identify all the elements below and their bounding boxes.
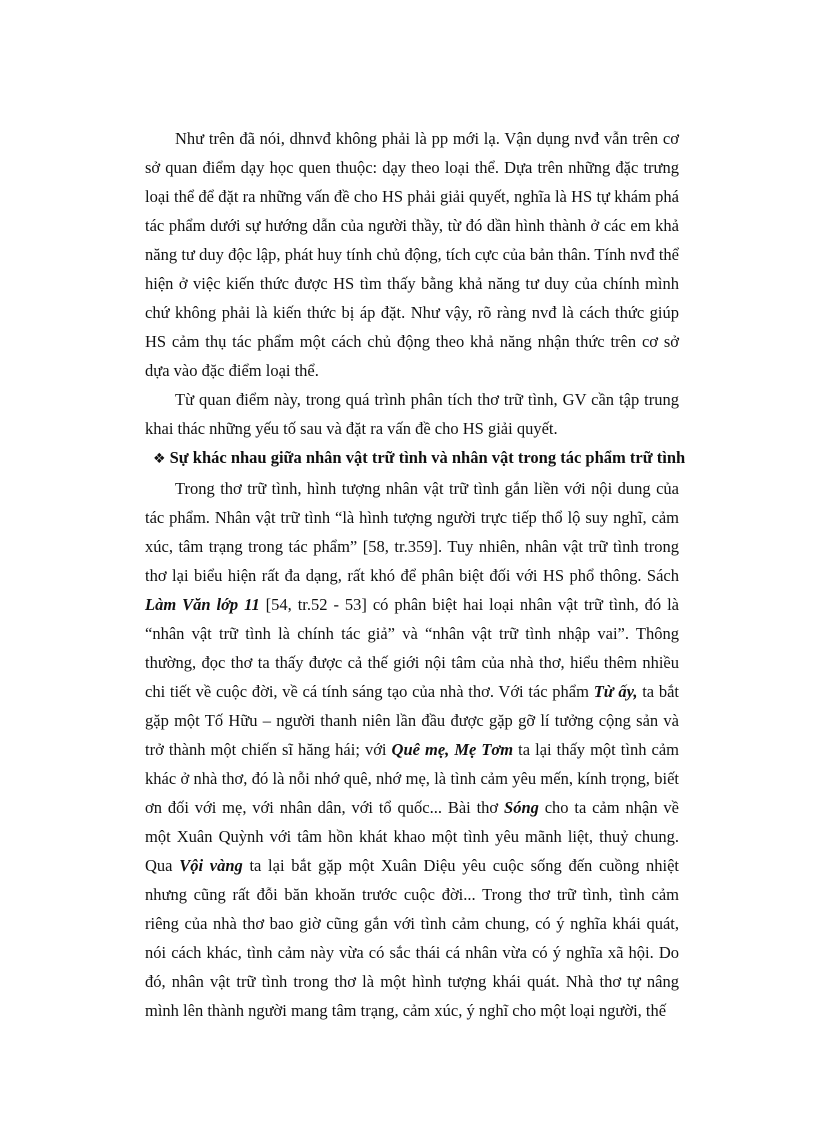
section-heading-text: Sự khác nhau giữa nhân vật trữ tình và nhân vật trong tác phẩm trữ tình bbox=[169, 448, 686, 467]
book-title-lam-van: Làm Văn lớp 11 bbox=[145, 595, 260, 614]
text-run: ta lại thấy một tình cảm khác ở nhà thơ, đó là nỗi nhớ quê, nhớ mẹ, là tình cảm yêu mến, kính trọng, biết ơn đối với mẹ, với nhân dân, với tổ quốc... Bài thơ bbox=[145, 740, 679, 817]
document-page bbox=[145, 124, 686, 1025]
text-run: Trong thơ trữ tình, hình tượng nhân vật trữ tình gắn liền với nội dung của tác phẩm. Nhân vật trữ tình “là hình tượng người trực tiếp thổ lộ suy nghĩ, cảm xúc, tâm trạng trong tác phẩm” [58, tr.359]. Tuy nhiên, nhân vật trữ tình trong thơ lại biểu hiện rất đa dạng, rất khó để phân biệt đối với HS phổ thông. Sách bbox=[145, 479, 679, 585]
paragraph-lyrical-character bbox=[145, 474, 679, 1025]
work-title-que-me: Quê mẹ, Mẹ Tơm bbox=[391, 740, 514, 759]
work-title-voi-vang: Vội vàng bbox=[179, 856, 243, 875]
text-run: [54, tr.52 - 53] có phân biệt hai loại nhân vật trữ tình, đó là “nhân vật trữ tình là chính tác giả” và “nhân vật trữ tình nhập vai”. Thông thường, đọc thơ ta thấy được cả thế giới nội tâm của nhà thơ, hiểu thêm nhiều chi tiết về cuộc đời, về cá tính sáng tạo của nhà thơ. Với tác phẩm bbox=[145, 595, 679, 701]
text-run: ta bắt gặp một Tố Hữu – người thanh niên lần đầu được gặp gỡ lí tưởng cộng sản và trở thành một chiến sĩ hăng hái; với bbox=[145, 682, 679, 759]
work-title-song: Sóng bbox=[504, 798, 539, 817]
diamond-bullet-icon: ❖ bbox=[153, 451, 166, 467]
paragraph-intro: Như trên đã nói, dhnvđ không phải là pp mới lạ. Vận dụng nvđ vẫn trên cơ sở quan điểm dạy học quen thuộc: dạy theo loại thể. Dựa trên những đặc trưng loại thể để đặt ra những vấn đề cho HS phải giải quyết, nghĩa là HS tự khám phá tác phẩm dưới sự hướng dẫn của người thầy, từ đó dần hình thành ở các em khả năng tư duy độc lập, phát huy tính chủ động, tích cực của bản thân. Tính nvđ thể hiện ở việc kiến thức được HS tìm thấy bằng khả năng tư duy của chính mình chứ không phải là kiến thức bị áp đặt. Như vậy, rõ ràng nvđ là cách thức giúp HS cảm thụ tác phẩm một cách chủ động theo khả năng nhận thức trên cơ sở dựa vào đặc điểm loại thể. bbox=[145, 129, 679, 380]
text-run: ta lại bắt gặp một Xuân Diệu yêu cuộc sống đến cuồng nhiệt nhưng cũng rất đỗi băn khoăn trước cuộc đời... Trong thơ trữ tình, tình cảm riêng của nhà thơ bao giờ cũng gắn với tình cảm chung, có ý nghĩa khái quát, nói cách khác, tình cảm này vừa có sắc thái cá nhân vừa có ý nghĩa xã hội. Do đó, nhân vật trữ tình trong thơ là một hình tượng khái quát. Nhà thơ tự nâng mình lên thành người mang tâm trạng, cảm xúc, ý nghĩ cho một loại người, thế bbox=[145, 856, 679, 1020]
section-heading bbox=[145, 443, 686, 474]
text-run: cho ta cảm nhận về một Xuân Quỳnh với tâm hồn khát khao một tình yêu mãnh liệt, thuỷ chung. Qua bbox=[145, 798, 679, 875]
paragraph-transition: Từ quan điểm này, trong quá trình phân tích thơ trữ tình, GV cần tập trung khai thác những yếu tố sau và đặt ra vấn đề cho HS giải quyết. bbox=[145, 390, 679, 438]
work-title-tu-ay: Từ ấy, bbox=[593, 682, 638, 701]
